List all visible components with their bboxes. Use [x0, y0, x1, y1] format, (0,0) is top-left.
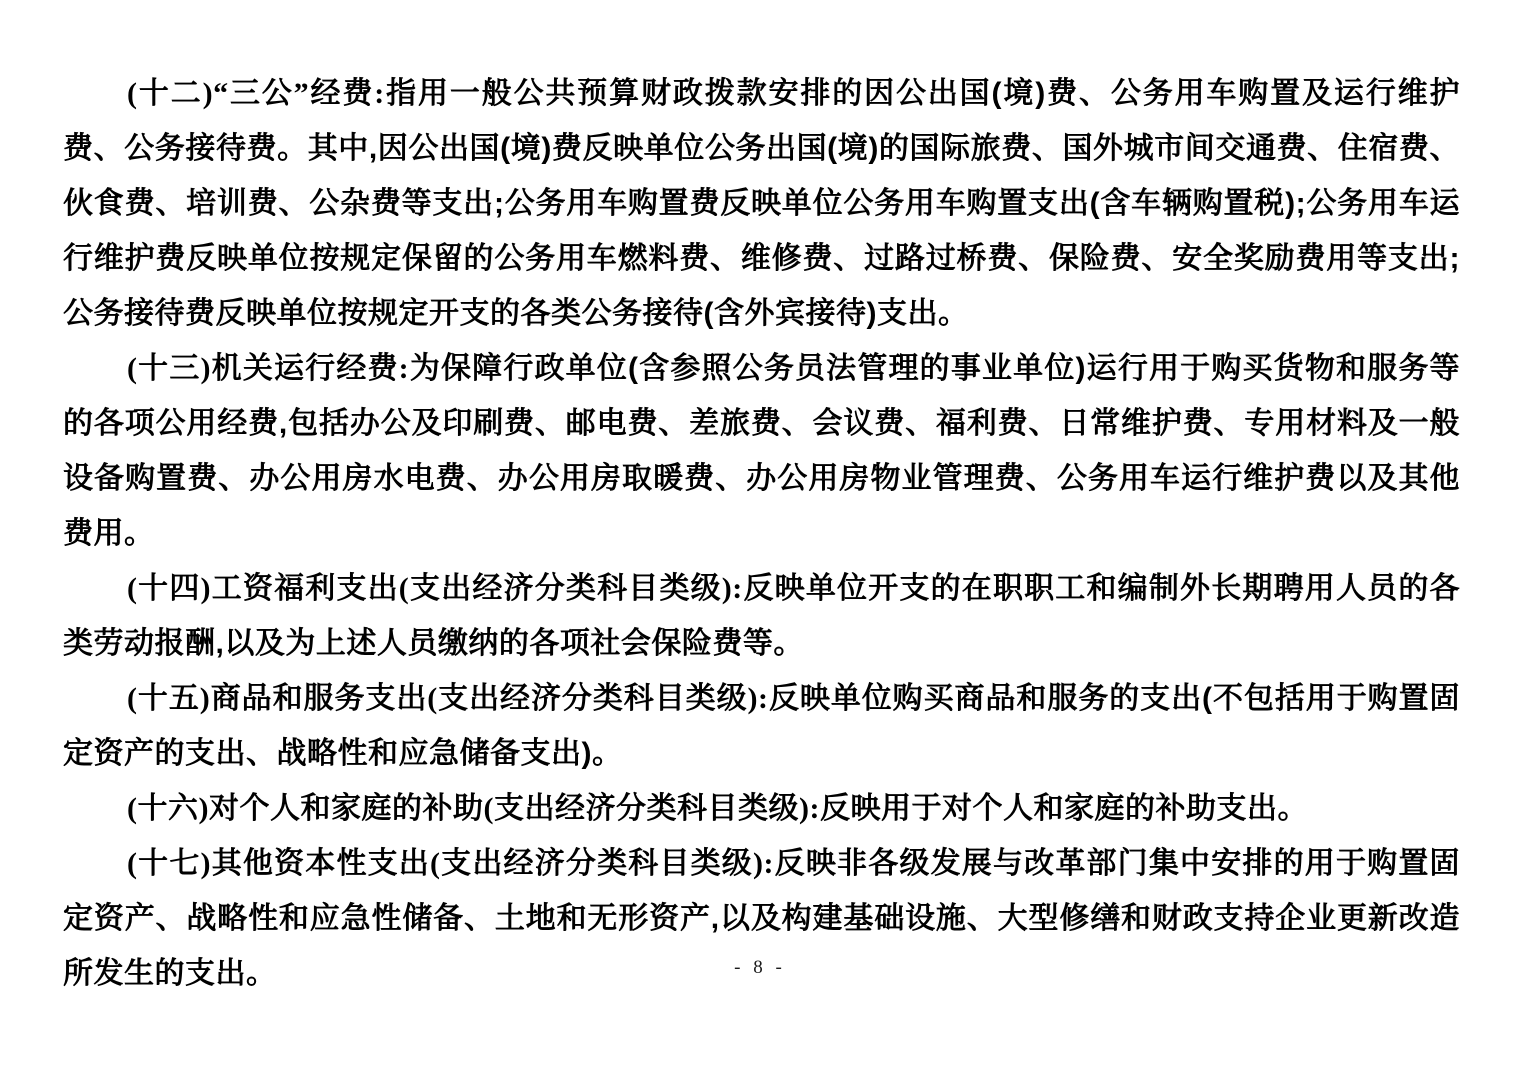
paragraph-lead: (十二)“三公”经费: [127, 77, 385, 110]
paragraph [63, 671, 1460, 781]
paragraph-body: 反映单位购买商品和服务的支出(不包括用于购置固定资产的支出、战略性和应急储备支出)。 [63, 682, 1460, 770]
paragraph-lead: (十六)对个人和家庭的补助(支出经济分类科目类级): [127, 792, 820, 825]
paragraph-lead: (十三)机关运行经费: [127, 352, 410, 385]
page-number: - 8 - [734, 957, 786, 978]
paragraph [63, 341, 1460, 561]
paragraph [63, 781, 1460, 836]
paragraph-body: 反映非各级发展与改革部门集中安排的用于购置固定资产、战略性和应急性储备、土地和无形资产,以及构建基础设施、大型修缮和财政支持企业更新改造所发生的支出。 [63, 847, 1461, 990]
paragraph [63, 561, 1460, 671]
paragraph-body: 指用一般公共预算财政拨款安排的因公出国(境)费、公务用车购置及运行维护费、公务接待费。其中,因公出国(境)费反映单位公务出国(境)的国际旅费、国外城市间交通费、住宿费、伙食费、培训费、公杂费等支出;公务用车购置费反映单位公务用车购置支出(含车辆购置税);公务用车运行维护费反映单位按规定保留的公务用车燃料费、维修费、过路过桥费、保险费、安全奖励费用等支出;公务接待费反映单位按规定开支的各类公务接待(含外宾接待)支出。 [63, 77, 1460, 330]
paragraph-lead: (十七)其他资本性支出(支出经济分类科目类级): [127, 847, 774, 880]
paragraph-body: 反映单位开支的在职职工和编制外长期聘用人员的各类劳动报酬,以及为上述人员缴纳的各项社会保险费等。 [63, 572, 1461, 660]
document-content [63, 66, 1460, 1001]
paragraph-lead: (十四)工资福利支出(支出经济分类科目类级): [127, 572, 743, 605]
paragraph-body: 为保障行政单位(含参照公务员法管理的事业单位)运行用于购买货物和服务等的各项公用经费,包括办公及印刷费、邮电费、差旅费、会议费、福利费、日常维护费、专用材料及一般设备购置费、办公用房水电费、办公用房取暖费、办公用房物业管理费、公务用车运行维护费以及其他费用。 [63, 352, 1460, 550]
paragraph-lead: (十五)商品和服务支出(支出经济分类科目类级): [127, 682, 769, 715]
paragraph [63, 66, 1460, 341]
paragraph-body: 反映用于对个人和家庭的补助支出。 [819, 792, 1308, 825]
